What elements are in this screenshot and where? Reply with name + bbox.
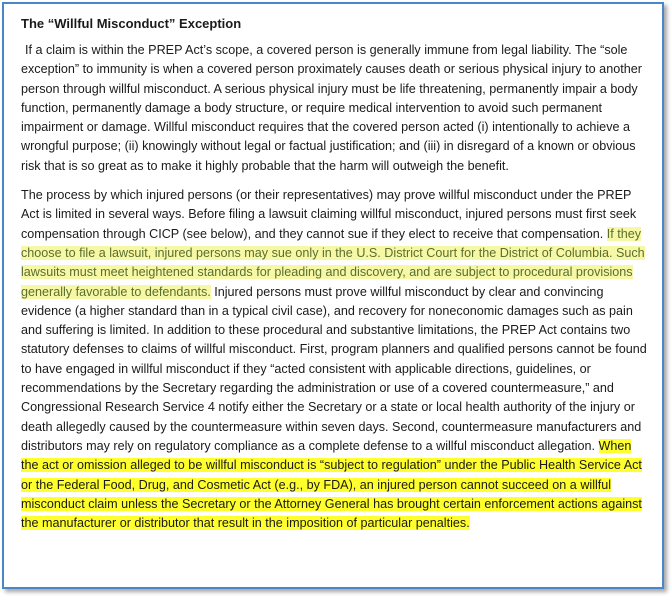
highlight-regulation: When the act or omission alleged to be willful misconduct is “subject to regulation” under the Public Health Service Act or the Federal Food, Drug, and Cosmetic Act (e.g., by FDA), an injured person cannot succeed on a willful misconduct claim unless the Secretary or the Attorney General has brought certain enforcement actions against the manufacturer or distributor that result in the imposition of particular penalties.	[21, 438, 642, 531]
document-frame	[2, 2, 664, 589]
highlight-dc-court: If they choose to file a lawsuit, injured persons may sue only in the U.S. District Court for the District of Columbia. Such lawsuits must meet heightened standards for pleading and discovery, and are subject to procedural provisions generally favorable to defendants.	[21, 226, 645, 299]
document-body	[21, 14, 647, 533]
paragraph-process	[21, 186, 647, 533]
section-heading: The “Willful Misconduct” Exception	[21, 16, 242, 31]
paragraph-immunity: If a claim is within the PREP Act’s scope, a covered person is generally immune from legal liability. The “sole exception” to immunity is when a covered person proximately causes death or serious physical injury to another person through willful misconduct. A serious physical injury must be life threatening, permanently impair a body function, permanently damage a body structure, or require medical intervention to avoid such permanent impairment or damage. Willful misconduct requires that the covered person acted (i) intentionally to achieve a wrongful purpose; (ii) knowingly without legal or factual justification; and (iii) in disregard of a known or obvious risk that is so great as to make it highly probable that the harm will outweigh the benefit.	[21, 43, 642, 173]
paragraph-process-text-1: The process by which injured persons (or their representatives) may prove willful misconduct under the PREP Act is limited in several ways. Before filing a lawsuit claiming willful misconduct, injured persons must first seek compensation through CICP (see below), and they cannot sue if they elect to receive that compensation.	[21, 188, 637, 241]
paragraph-process-text-2: Injured persons must prove willful misconduct by clear and convincing evidence (a higher standard than in a typical civil case), and recovery for noneconomic damages such as pain and suffering is limited. In addition to these procedural and substantive limitations, the PREP Act contains two statutory defenses to claims of willful misconduct. First, program planners and qualified persons cannot be found to have engaged in willful misconduct if they “acted consistent with applicable directions, guidelines, or recommendations by the Secretary regarding the administration or use of a covered countermeasure,” and Congressional Research Service 4 notify either the Secretary or a state or local health authority of the injury or death allegedly caused by the countermeasure within seven days. Second, countermeasure manufacturers and distributors may rely on regulatory compliance as a complete defense to a willful misconduct allegation.	[21, 284, 647, 453]
